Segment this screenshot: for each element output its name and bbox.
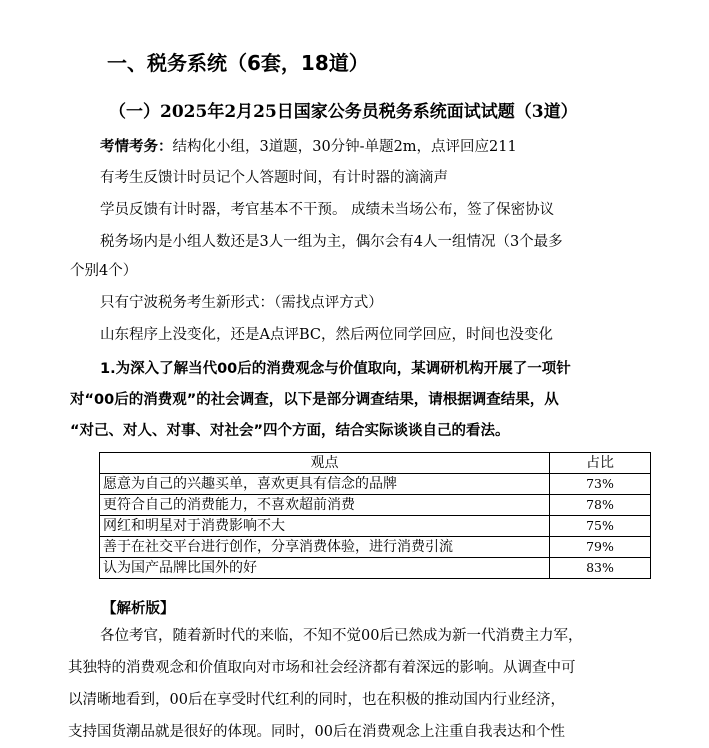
table-header-percent: 占比 — [550, 453, 651, 474]
analysis-line: 其独特的消费观念和价值取向对市场和社会经济都有着深远的影响。从调查中可 — [68, 660, 576, 676]
situation-label: 考情考务： — [100, 139, 173, 155]
note-line: 山东程序上没变化，还是A点评BC，然后两位同学回应，时间也没变化 — [100, 327, 553, 343]
table-cell-percent: 83% — [550, 558, 651, 579]
analysis-line: 各位考官，随着新时代的来临，不知不觉00后已然成为新一代消费主力军， — [100, 628, 583, 644]
note-line: 只有宁波税务考生新形式：（需找点评方式） — [100, 295, 383, 311]
table-header-viewpoint: 观点 — [100, 453, 550, 474]
table-cell-viewpoint: 网红和明星对于消费影响不大 — [100, 516, 550, 537]
analysis-line: 以清晰地看到，00后在享受时代红利的同时，也在积极的推动国内行业经济， — [68, 692, 565, 708]
table-cell-viewpoint: 善于在社交平台进行创作，分享消费体验，进行消费引流 — [100, 537, 550, 558]
note-line: 学员反馈有计时器，考官基本不干预。 成绩未当场公布，签了保密协议 — [100, 202, 555, 218]
table-cell-percent: 73% — [550, 474, 651, 495]
situation-line — [100, 137, 517, 157]
table-cell-percent: 79% — [550, 537, 651, 558]
note-line: 个别4个） — [70, 263, 138, 279]
question-line: 1.为深入了解当代00后的消费观念与价值取向，某调研机构开展了一项针 — [100, 361, 571, 377]
situation-text: 结构化小组，3道题，30分钟-单题2m，点评回应211 — [172, 139, 517, 155]
table-row — [100, 558, 651, 579]
note-line: 税务场内是小组人数还是3人一组为主，偶尔会有4人一组情况（3个最多 — [100, 234, 563, 250]
table-cell-viewpoint: 更符合自己的消费能力，不喜欢超前消费 — [100, 495, 550, 516]
table-header-row — [100, 453, 651, 474]
table-cell-viewpoint: 认为国产品牌比国外的好 — [100, 558, 550, 579]
table-row — [100, 495, 651, 516]
note-line: 有考生反馈计时员记个人答题时间，有计时器的滴滴声 — [100, 170, 448, 186]
section-title: 一、税务系统（6套，18道） — [107, 51, 369, 75]
table-row — [100, 516, 651, 537]
table-cell-percent: 78% — [550, 495, 651, 516]
question-line: 对“00后的消费观”的社会调查，以下是部分调查结果，请根据调查结果，从 — [70, 392, 559, 408]
survey-table — [99, 452, 651, 579]
table-row — [100, 474, 651, 495]
question-line: “对己、对人、对事、对社会”四个方面，结合实际谈谈自己的看法。 — [70, 423, 510, 439]
table-row — [100, 537, 651, 558]
analysis-label: 【解析版】 — [102, 601, 175, 617]
table-cell-percent: 75% — [550, 516, 651, 537]
subsection-title: （一）2025年2月25日国家公务员税务系统面试试题（3道） — [109, 102, 578, 122]
table-cell-viewpoint: 愿意为自己的兴趣买单，喜欢更具有信念的品牌 — [100, 474, 550, 495]
analysis-line: 支持国货潮品就是很好的体现。同时，00后在消费观念上注重自我表达和个性 — [68, 724, 565, 740]
